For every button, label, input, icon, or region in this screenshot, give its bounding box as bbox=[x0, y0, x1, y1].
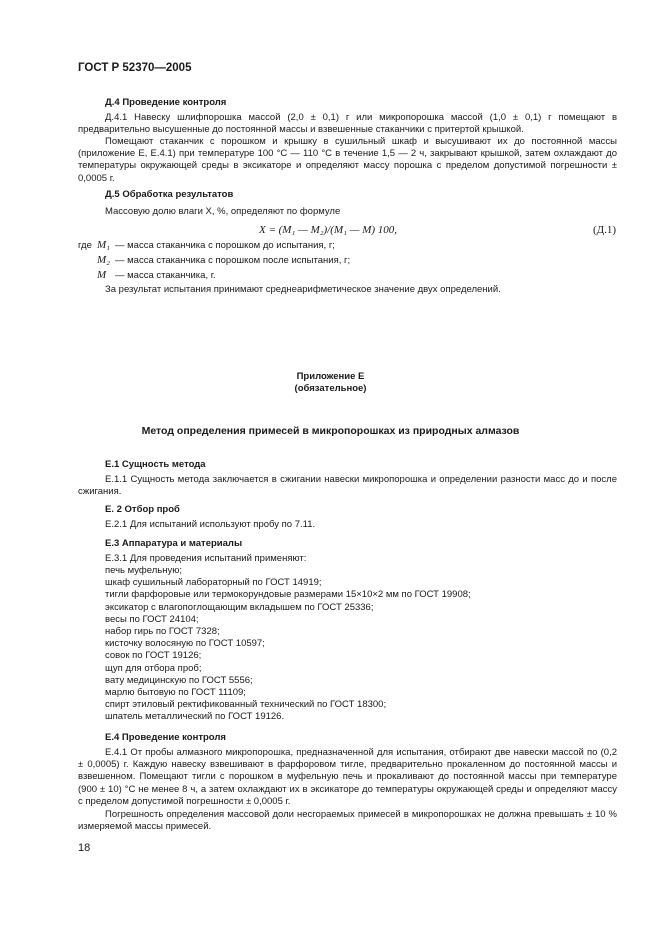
list-item: совок по ГОСТ 19126; bbox=[105, 650, 202, 662]
appendix-subtitle: (обязательное) bbox=[294, 383, 367, 394]
section-e4-title: Е.4 Проведение контроля bbox=[105, 732, 226, 743]
formula-d1: X = (M₁ — M₂)/(M₁ — M) 100, bbox=[259, 224, 398, 236]
list-item: шпатель металлический по ГОСТ 19126. bbox=[105, 711, 285, 723]
list-item: весы по ГОСТ 24104; bbox=[105, 613, 199, 625]
list-item: шкаф сушильный лабораторный по ГОСТ 14919; bbox=[105, 577, 322, 589]
formula-number: (Д.1) bbox=[593, 224, 617, 236]
list-item: щуп для отбора проб; bbox=[105, 662, 202, 674]
where-symbol-m1: M₁ bbox=[97, 239, 110, 251]
section-d4-paragraph-2: Помещают стаканчик с порошком и крышку в сушильный шкаф и высушивают их до постоянной массы (приложение Е, Е.4.1) при температуре 100 °С — 110 °С в течение 1,5 — 2 ч, закрывают крышкой, затем охлаждают до температуры окружающей среды в эксикаторе и определяют массу порошка с пределом допустимой погрешности ± 0,0005 г. bbox=[78, 136, 617, 184]
list-item: эксикатор с влагопоглощающим вкладышем по ГОСТ 25336; bbox=[105, 601, 374, 613]
section-d4-paragraph-1: Д.4.1 Навеску шлифпорошка массой (2,0 ± 0,1) г или микропорошка массой (1,0 ± 0,1) г помещают в предварительно высушенные до постоянной массы и взвешенные стаканчики с притертой крышкой. bbox=[78, 112, 617, 136]
appendix-title: Приложение Е bbox=[296, 371, 365, 382]
list-item: марлю бытовую по ГОСТ 11109; bbox=[105, 687, 246, 699]
document-header: ГОСТ Р 52370—2005 bbox=[78, 62, 192, 74]
section-e3-intro: Е.3.1 Для проведения испытаний применяют: bbox=[105, 553, 307, 564]
list-item: спирт этиловый ректификованный технический по ГОСТ 18300; bbox=[105, 699, 387, 711]
list-item: набор гирь по ГОСТ 7328; bbox=[105, 626, 220, 638]
equipment-list bbox=[105, 565, 471, 724]
result-sentence: За результат испытания принимают среднеарифметическое значение двух определений. bbox=[105, 284, 501, 295]
where-symbol-m: M bbox=[97, 269, 107, 281]
section-d4-title: Д.4 Проведение контроля bbox=[105, 97, 227, 108]
section-e3-title: Е.3 Аппаратура и материалы bbox=[105, 538, 243, 549]
list-item: тигли фарфоровые или термокорундовые размерами 15×10×2 мм по ГОСТ 19908; bbox=[105, 589, 471, 601]
formula-intro: Массовую долю влаги X, %, определяют по формуле bbox=[105, 206, 341, 217]
where-text-m: — масса стаканчика, г. bbox=[115, 270, 216, 281]
list-item: вату медицинскую по ГОСТ 5556; bbox=[105, 674, 253, 686]
where-symbol-m2: M₂ bbox=[97, 254, 110, 266]
section-e4-paragraph-2: Погрешность определения массовой доли несгораемых примесей в микропорошках не должна превышать ± 10 % измеряемой массы примесей. bbox=[78, 809, 617, 833]
section-e1-paragraph: Е.1.1 Сущность метода заключается в сжигании навески микропорошка и определении разности масс до и после сжигания. bbox=[78, 474, 617, 498]
section-d5-title: Д.5 Обработка результатов bbox=[105, 189, 234, 200]
appendix-heading: Метод определения примесей в микропорошках из природных алмазов bbox=[141, 425, 520, 437]
where-text-m2: — масса стаканчика с порошком после испытания, г; bbox=[115, 255, 351, 266]
where-prefix: где bbox=[78, 240, 92, 251]
page-number: 18 bbox=[78, 842, 91, 854]
section-e2-title: Е. 2 Отбор проб bbox=[105, 504, 180, 515]
where-text-m1: — масса стаканчика с порошком до испытания, г; bbox=[115, 240, 335, 251]
section-e1-title: Е.1 Сущность метода bbox=[105, 459, 206, 470]
list-item: кисточку волосяную по ГОСТ 10597; bbox=[105, 638, 265, 650]
section-e2-paragraph: Е.2.1 Для испытаний используют пробу по 7.11. bbox=[105, 519, 316, 530]
list-item: печь муфельную; bbox=[105, 565, 182, 576]
section-e4-paragraph-1: Е.4.1 От пробы алмазного микропорошка, предназначенной для испытания, отбирают две навески массой по (0,2 ± 0,0005) г. Каждую навеску взвешивают в фарфоровом тигле, предварительно прокаленном до постоянной массы и взвешенном. Помещают тигли с порошком в муфельную печь и прокаливают до постоянной массы при температуре (900 ± 10) °С не менее 8 ч, а затем охлаждают их в эксикаторе до температуры окружающей среды и определяют массу с пределом допустимой погрешности ± 0,0005 г. bbox=[78, 747, 617, 807]
